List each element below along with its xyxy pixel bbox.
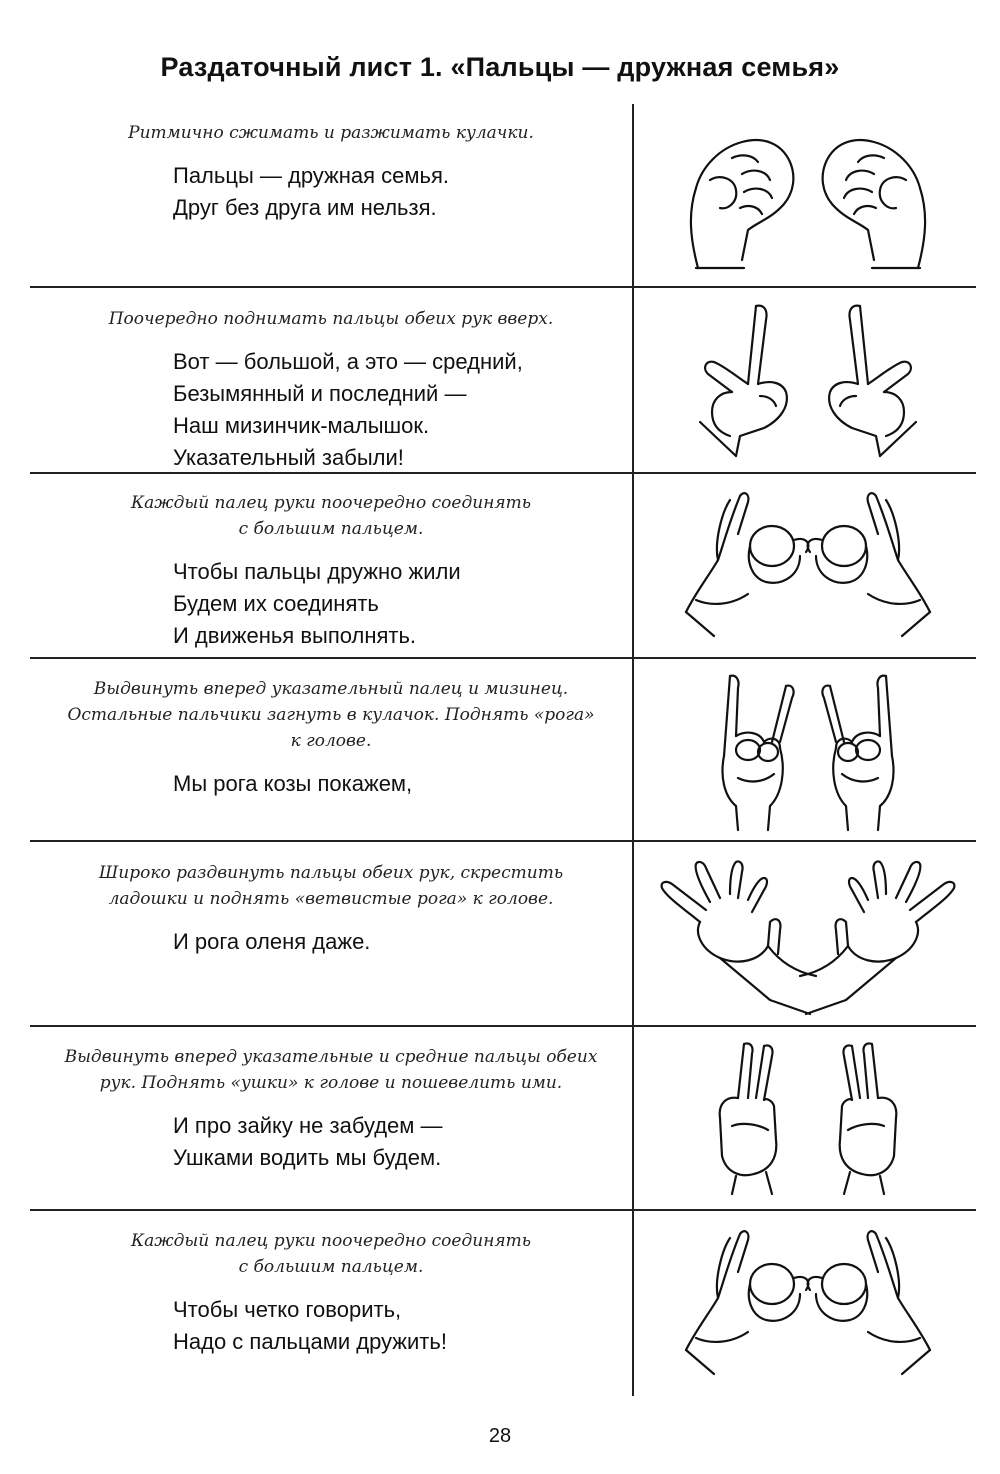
- row-divider: [30, 840, 976, 842]
- exercise-row-1: [30, 120, 632, 224]
- exercise-row-7: [30, 1228, 632, 1358]
- verse-line: Пальцы — дружная семья.: [173, 163, 450, 188]
- verse-line: Друг без друга им нельзя.: [173, 195, 437, 220]
- row-divider: [30, 1209, 976, 1211]
- exercise-row-3: [30, 490, 632, 652]
- verse-line: Безымянный и последний —: [173, 381, 467, 406]
- instruction-line: ладошки и поднять «ветвистые рога» к голове.: [108, 889, 554, 909]
- instruction: [30, 120, 632, 146]
- verse-line: Чтобы пальцы дружно жили: [173, 559, 461, 584]
- column-divider: [632, 104, 634, 1396]
- verse-line: И рога оленя даже.: [173, 929, 371, 954]
- instruction: [30, 490, 632, 542]
- instruction: [30, 1228, 632, 1280]
- bunny-ears-icon: [640, 1036, 976, 1196]
- row-divider: [30, 1025, 976, 1027]
- instruction-line: Остальные пальчики загнуть в кулачок. Поднять «рога»: [67, 705, 595, 725]
- verse: [173, 346, 632, 474]
- instruction-line: Выдвинуть вперед указательный палец и мизинец.: [93, 679, 569, 699]
- exercise-row-6: [30, 1044, 632, 1174]
- verse-line: Наш мизинчик-малышок.: [173, 413, 430, 438]
- instruction: [30, 676, 632, 754]
- instruction: [30, 306, 632, 332]
- verse-line: Указательный забыли!: [173, 445, 404, 470]
- raised-index-fingers-icon: [640, 296, 976, 466]
- verse-line: И движенья выполнять.: [173, 623, 417, 648]
- verse-line: Надо с пальцами дружить!: [173, 1329, 447, 1354]
- exercise-row-5: [30, 860, 632, 958]
- instruction-line: с большим пальцем.: [238, 519, 424, 539]
- instruction-line: Широко раздвинуть пальцы обеих рук, скрестить: [98, 863, 564, 883]
- verse-line: Чтобы четко говорить,: [173, 1297, 402, 1322]
- verse: [173, 160, 632, 224]
- instruction-line: Поочередно поднимать пальцы обеих рук вверх.: [108, 309, 554, 329]
- goat-horns-icon: [640, 666, 976, 836]
- instruction-line: к голове.: [290, 731, 372, 751]
- instruction-line: Выдвинуть вперед указательные и средние пальцы обеих: [64, 1047, 598, 1067]
- finger-rings-icon-2: [640, 1220, 976, 1380]
- instruction-line: рук. Поднять «ушки» к голове и пошевелить ими.: [99, 1073, 563, 1093]
- verse: [173, 768, 632, 800]
- page-number: 28: [488, 1425, 512, 1447]
- verse-line: И про зайку не забудем —: [173, 1113, 443, 1138]
- exercise-row-2: [30, 306, 632, 474]
- instruction-line: Ритмично сжимать и разжимать кулачки.: [128, 123, 534, 143]
- instruction: [30, 1044, 632, 1096]
- verse-line: Будем их соединять: [173, 591, 379, 616]
- verse: [173, 556, 632, 652]
- verse: [173, 1294, 632, 1358]
- row-divider: [30, 657, 976, 659]
- verse-line: Ушками водить мы будем.: [173, 1145, 442, 1170]
- verse-line: Мы рога козы покажем,: [173, 771, 413, 796]
- instruction-line: Каждый палец руки поочередно соединять: [130, 493, 532, 513]
- instruction: [30, 860, 632, 912]
- page-title: Раздаточный лист 1. «Пальцы — дружная семья»: [160, 52, 840, 82]
- instruction-line: с большим пальцем.: [238, 1257, 424, 1277]
- deer-antlers-icon: [640, 850, 976, 1020]
- instruction-line: Каждый палец руки поочередно соединять: [130, 1231, 532, 1251]
- verse: [173, 926, 632, 958]
- two-fists-icon: [640, 118, 976, 278]
- exercise-row-4: [30, 676, 632, 800]
- verse-line: Вот — большой, а это — средний,: [173, 349, 523, 374]
- verse: [173, 1110, 632, 1174]
- row-divider: [30, 286, 976, 288]
- finger-rings-icon: [640, 482, 976, 642]
